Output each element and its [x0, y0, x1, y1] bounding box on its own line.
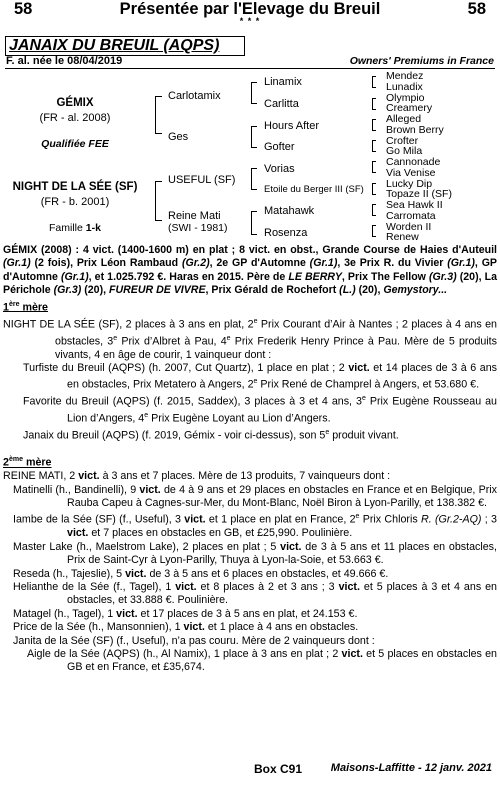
g3-name: Lunadix: [386, 80, 423, 93]
section-title-sup: ème: [8, 456, 23, 464]
text-run: (2 fois), Prix Léon Rambaud: [30, 257, 182, 270]
section-title-num: 2: [3, 456, 9, 469]
g3-name: Via Venise: [386, 166, 436, 179]
g1-carlotamix: Carlotamix: [168, 90, 221, 102]
text-run: , GP d'Automne: [3, 257, 497, 283]
superscript: e: [355, 513, 360, 521]
bold-text: vict.: [175, 581, 197, 593]
bold-text: vict.: [280, 540, 302, 553]
text-run: Reseda (h., Tajeslie), 5: [13, 567, 126, 580]
g1-ges: Ges: [168, 131, 189, 143]
family-label: Famille: [49, 222, 86, 234]
superscript: e: [226, 334, 231, 342]
section-title: [3, 298, 497, 315]
bold-text: vict.: [139, 483, 161, 496]
paragraph: [3, 608, 497, 621]
text-run: GÉMIX (2008) : 4 vict. (1400-1600 m) en plat ; 8 vict. en obst., Grande Course de Haies d'Auteuil: [3, 244, 497, 256]
section-title-sup: ère: [8, 300, 20, 308]
text-run: produit vivant.: [329, 429, 399, 442]
text-run: , Prix The Fellow: [341, 270, 429, 283]
italic-text: Gemystory...: [383, 284, 448, 297]
text-run: (20),: [81, 284, 109, 297]
text-run: et 17 places de 3 à 5 ans en plat, et 24.153 €.: [137, 607, 358, 620]
superscript: e: [253, 378, 258, 386]
g2-carlitta: Carlitta: [264, 98, 299, 110]
g2-matahawk: Matahawk: [264, 205, 315, 217]
paragraph: [3, 568, 497, 581]
g3-name: Sea Hawk II: [386, 199, 443, 211]
dam-bracket: [155, 181, 162, 221]
italic-text: (Gr.1): [447, 257, 475, 270]
owners-premium-note: Owners' Premiums in France: [349, 55, 494, 67]
horse-name: JANAIX DU BREUIL (AQPS): [5, 36, 245, 56]
section-title: [3, 453, 497, 470]
g3-bracket: [372, 161, 376, 173]
text-run: Janita de la Sée (SF) (f., Useful), n’a pas couru. Mère de 2 vainqueurs dont :: [13, 634, 375, 647]
paragraph: [3, 635, 497, 648]
text-run: Matagel (h., Tagel), 1: [13, 607, 117, 620]
superscript: e: [325, 429, 330, 437]
sire-summary: [3, 244, 497, 298]
g1-reine-mati-origin: (SWI - 1981): [168, 222, 228, 234]
section-title-word: mère: [19, 301, 48, 314]
paragraph: [3, 362, 497, 392]
g3-bracket: [372, 98, 376, 110]
paragraph: [3, 648, 497, 675]
page-number-right: 58: [467, 0, 486, 18]
text-run: et 8 places à 2 et 3 ans ; 3: [196, 581, 339, 593]
superscript: e: [361, 395, 366, 403]
text-run: Prix Chloris: [359, 513, 421, 526]
dam-sections: [3, 298, 497, 675]
text-run: Prix Eugène Loyant au Lion d’Angers.: [148, 412, 331, 425]
text-run: et 5 places en obstacles en GB et en France, et £35,674.: [67, 648, 497, 674]
pedigree-table: [0, 70, 500, 242]
text-run: , 3e Prix R. du Vivier: [337, 257, 448, 270]
paragraph: [3, 315, 497, 362]
text-run: Master Lake (h., Maelstrom Lake), 2 places en plat ; 5: [13, 540, 281, 553]
text-run: ; 3: [481, 513, 497, 526]
italic-text: R. (Gr.2-AQ): [420, 513, 482, 526]
family-line: [0, 222, 150, 234]
g2-rosenza: Rosenza: [264, 227, 308, 239]
paragraph: [3, 621, 497, 634]
g2-vorias: Vorias: [264, 163, 295, 175]
page-number-left: 58: [14, 0, 33, 18]
g2-hours-after: Hours After: [264, 120, 320, 132]
g3-name: Brown Berry: [386, 123, 444, 136]
g2-bracket: [251, 211, 257, 235]
g1-useful: USEFUL (SF): [168, 174, 236, 186]
paragraph: [3, 426, 497, 443]
paragraph: [3, 392, 497, 426]
section-title-word: mère: [22, 456, 52, 469]
text-run: et 7 places en obstacles en GB, et £25,990. Poulinière.: [88, 527, 353, 540]
superscript: e: [144, 412, 149, 420]
g2-bracket: [251, 126, 257, 148]
section-title-num: 1: [3, 301, 9, 314]
header-stars: * * *: [239, 16, 261, 26]
text-run: Price de la Sée (h., Mansonnien), 1: [13, 621, 184, 634]
paragraph: [3, 470, 497, 483]
italic-text: FUREUR DE VIVRE: [108, 284, 206, 297]
g2-etoile-du-berger: Etoile du Berger III (SF): [264, 184, 364, 195]
text-run: , et 1.025.792 €. Haras en 2015. Père de: [88, 270, 289, 283]
g3-name: Renew: [386, 231, 419, 243]
text-run: (20), La Périchole: [3, 270, 497, 297]
text-run: Prix René de Champrel à Angers, et 53.680 €.: [257, 378, 480, 391]
g3-name: Creamery: [386, 102, 433, 114]
text-run: Helianthe de la Sée (f., Tagel), 1: [13, 581, 176, 593]
body-text: [3, 244, 497, 675]
dam-origin: (FR - b. 2001): [40, 196, 110, 208]
sire-origin: (FR - al. 2008): [39, 112, 111, 124]
text-run: Prix d’Albret à Pau, 4: [117, 335, 227, 348]
g1-reine-mati: Reine Mati: [168, 210, 221, 222]
text-run: de 4 à 9 ans et 29 places en obstacles en France et en Belgique, Prix Rauba Capeu à Cagnes-sur-Mer, du Mont-Blanc, Noël Biron à Lyon-Parilly, et 138.382 €.: [67, 483, 497, 509]
text-run: à 3 ans et 7 places. Mère de 13 produits, 7 vainqueurs dont :: [99, 470, 391, 483]
g3-bracket: [372, 183, 376, 195]
italic-text: (Gr.3): [429, 270, 457, 283]
footer-date: Maisons-Laffitte - 12 janv. 2021: [330, 762, 492, 774]
g2-gofter: Gofter: [264, 141, 295, 153]
bold-text: vict.: [183, 621, 205, 634]
divider: [5, 68, 495, 69]
bold-text: vict.: [348, 361, 370, 374]
italic-text: (Gr.1): [309, 257, 338, 270]
sire-name: GÉMIX: [56, 97, 94, 109]
text-run: , 2e GP d'Automne: [209, 257, 310, 270]
italic-text: (Gr.2): [181, 257, 210, 270]
text-run: Janaix du Breuil (AQPS) (f. 2019, Gémix - voir ci-dessus), son 5: [23, 429, 326, 442]
g3-name: Go Mila: [386, 145, 423, 157]
text-run: Prix Eugène Rousseau au Lion d’Angers, 4: [67, 395, 497, 425]
text-run: de 3 à 5 ans et 11 places en obstacles, Prix de Saint-Cyr à Lyon-Parilly, Thuya à Lyon-la-Soie, et 53.663 €.: [67, 540, 497, 567]
text-run: et 1 place à 4 ans en obstacles.: [204, 621, 359, 634]
g2-linamix: Linamix: [264, 76, 302, 88]
text-run: Matinelli (h., Bandinelli), 9: [13, 483, 140, 496]
text-run: Turfiste du Breuil (AQPS) (h. 2007, Cut Quartz), 1 place en plat ; 2: [23, 361, 349, 374]
footer-box: Box C91: [254, 762, 303, 776]
text-run: (20),: [355, 284, 384, 297]
italic-text: (Gr.1): [60, 270, 89, 283]
text-run: NIGHT DE LA SÉE (SF), 2 places à 3 ans en plat, 2: [3, 318, 254, 331]
sire-bracket: [155, 96, 162, 134]
g3-name: Carromata: [386, 209, 436, 222]
bold-text: vict.: [341, 648, 363, 661]
paragraph: [3, 581, 497, 608]
italic-text: (L.): [339, 284, 356, 297]
family-code: 1-k: [85, 222, 101, 234]
horse-birth: F. al. née le 08/04/2019: [6, 55, 123, 67]
paragraph: [3, 510, 497, 540]
superscript: e: [253, 317, 258, 325]
bold-text: vict.: [125, 567, 147, 580]
g3-name: Alleged: [386, 113, 422, 125]
dam-name: NIGHT DE LA SÉE (SF): [12, 181, 138, 193]
g3-bracket: [372, 225, 376, 237]
g3-name: Olympio: [386, 91, 425, 104]
text-run: REINE MATI, 2: [3, 470, 79, 483]
g3-bracket: [372, 204, 376, 216]
g3-name: Worden II: [386, 220, 432, 233]
bold-text: vict.: [78, 470, 100, 483]
italic-text: LE BERRY: [288, 270, 342, 283]
text-run: et 14 places de 3 à 6 ans en obstacles, Prix Metatero à Angers, 2: [67, 361, 498, 391]
text-run: Iambe de la Sée (SF) (f., Useful), 3: [13, 513, 185, 526]
text-run: Aigle de la Sée (AQPS) (h., Al Namix), 1 place à 3 ans en plat ; 2: [27, 648, 342, 661]
paragraph: [3, 484, 497, 511]
bold-text: vict.: [116, 607, 138, 620]
text-run: Prix Frederik Henry Prince à Pau. Mère de 5 produits vivants, 4 en âge de courir, 1 vainqueur dont :: [55, 335, 497, 361]
text-run: Prix Courant d’Air à Nantes ; 2 places à 4 ans en obstacles, 3: [55, 318, 498, 348]
text-run: Favorite du Breuil (AQPS) (f. 2015, Saddex), 3 places à 3 et 4 ans, 3: [23, 395, 362, 408]
g2-bracket: [251, 168, 257, 190]
text-run: et 5 places à 3 et 4 ans en obstacles, et 33.888 €. Poulinière.: [67, 581, 497, 607]
bold-text: vict.: [67, 527, 89, 540]
g3-name: Topaze II (SF): [386, 188, 452, 200]
bold-text: vict.: [184, 513, 206, 526]
text-run: et 1 place en plat en France, 2: [205, 513, 356, 526]
g3-bracket: [372, 140, 376, 152]
superscript: e: [113, 334, 118, 342]
section-gap: [3, 443, 497, 453]
italic-text: (Gr.1): [3, 257, 31, 270]
text-run: , Prix Gérald de Rochefort: [205, 284, 340, 297]
g3-name: Cannonade: [386, 156, 441, 168]
g3-name: Mendez: [386, 70, 424, 82]
sire-qualification: Qualifiée FEE: [41, 138, 109, 150]
g2-bracket: [251, 82, 257, 104]
italic-text: (Gr.3): [53, 284, 82, 297]
g3-name: Lucky Dip: [386, 177, 433, 190]
paragraph: [3, 541, 497, 568]
g3-bracket: [372, 119, 376, 131]
header-title: Présentée par l'Elevage du Breuil: [119, 0, 381, 18]
text-run: de 3 à 5 ans et 6 places en obstacles, et 49.666 €.: [146, 567, 389, 580]
g3-name: Crofter: [386, 134, 419, 147]
g3-bracket: [372, 76, 376, 88]
bold-text: vict.: [338, 581, 360, 593]
